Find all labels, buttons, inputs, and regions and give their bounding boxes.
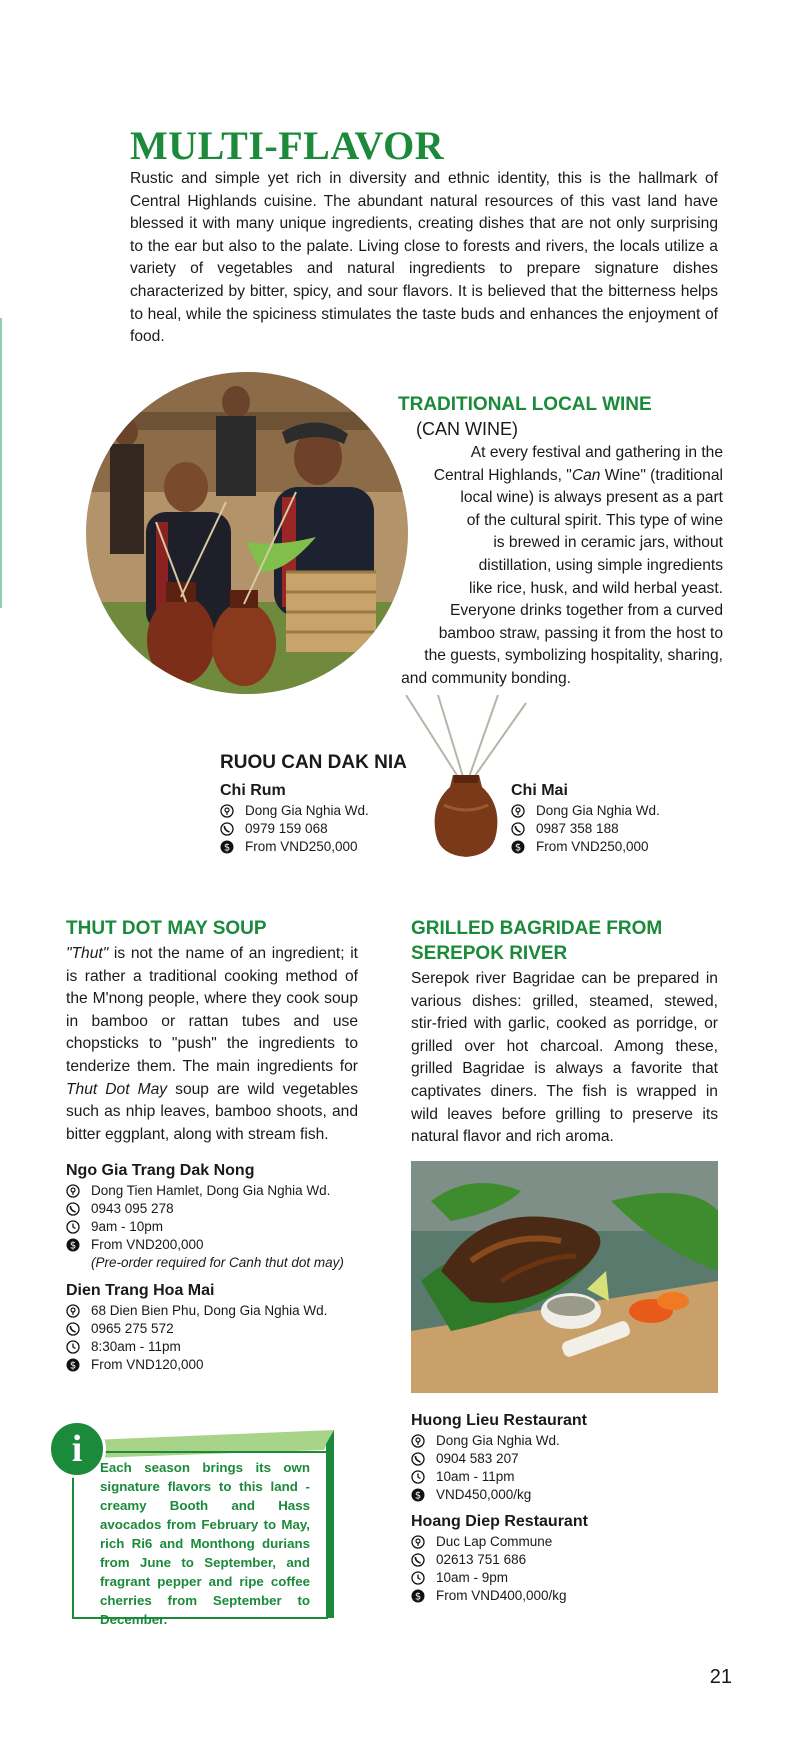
shop-address-row [511,802,660,820]
shop-price: From VND250,000 [536,839,649,854]
restaurant-price-row [66,1356,327,1374]
svg-text:$: $ [69,1240,77,1252]
fish-title-line-1: GRILLED BAGRIDAE FROM [411,918,663,939]
grilled-fish-photo [411,1161,718,1393]
wine-line-9: bamboo straw, passing it from the host to [438,624,723,642]
wine-line-6: distillation, using simple ingredients [478,556,723,574]
svg-text:$: $ [414,1490,422,1502]
soup-title: THUT DOT MAY SOUP [66,918,267,939]
price-icon [411,1488,425,1502]
restaurant-hours: 8:30am - 11pm [91,1339,181,1354]
phone-icon [66,1202,80,1216]
restaurant-price: VND450,000/kg [436,1487,532,1502]
svg-text:$: $ [414,1591,422,1603]
fish-restaurant-2 [411,1511,588,1605]
wine-shop-group-title: RUOU CAN DAK NIA [220,752,407,773]
shop-phone-row [511,820,660,838]
shop-name: Chi Mai [511,782,568,799]
soup-restaurant-2 [66,1280,327,1374]
fish-title-line-2: SEREPOK RIVER [411,943,568,964]
seasonal-tip-box [71,1428,334,1627]
restaurant-price-row [411,1486,587,1504]
restaurant-price: From VND120,000 [91,1357,204,1372]
wine-line-4: of the cultural spirit. This type of wine [466,511,723,529]
restaurant-phone: 0965 275 572 [91,1321,174,1336]
wine-line-2: Central Highlands, "Can Wine" (traditional [433,466,723,484]
shop-name: Chi Rum [220,782,286,799]
wine-shop-chi-mai [511,780,660,856]
wine-line-8: Everyone drinks together from a curved [449,602,723,620]
restaurant-name: Huong Lieu Restaurant [411,1412,588,1429]
restaurant-address-row [66,1182,344,1200]
location-pin-icon [66,1184,80,1198]
location-pin-icon [220,804,234,818]
restaurant-name: Ngo Gia Trang Dak Nong [66,1162,255,1179]
phone-icon [411,1452,425,1466]
shop-phone: 0979 159 068 [245,821,328,836]
restaurant-phone: 0943 095 278 [91,1201,174,1216]
shop-phone-row [220,820,369,838]
wine-description [388,442,723,691]
wine-line-7: like rice, husk, and wild herbal yeast. [469,579,723,597]
soup-section [66,916,358,1146]
price-icon [511,840,525,854]
restaurant-hours: 9am - 10pm [91,1219,164,1234]
shop-price-row [511,838,660,856]
wine-title: TRADITIONAL LOCAL WINE [398,394,652,415]
restaurant-price-row [66,1236,344,1254]
clock-icon [411,1571,425,1585]
restaurant-phone: 02613 751 686 [436,1552,527,1567]
wine-drinking-photo [86,372,408,694]
wine-line-11: and community bonding. [401,669,571,687]
restaurant-address-row [411,1533,588,1551]
wine-subtitle: (CAN WINE) [416,419,518,439]
restaurant-hours-row [411,1468,587,1486]
wine-line-5: is brewed in ceramic jars, without [493,534,723,552]
restaurant-address: Dong Tien Hamlet, Dong Gia Nghia Wd. [91,1183,331,1198]
fish-restaurant-1 [411,1410,587,1504]
wine-jar-image [398,695,528,860]
location-pin-icon [411,1434,425,1448]
wine-line-10: the guests, symbolizing hospitality, sharing, [424,647,723,665]
restaurant-phone-row [66,1320,327,1338]
tip-text: Each season brings its own signature flavors to this land - creamy Booth and Hass avocados from February to May, rich Ri6 and Monthong durians from June to September, and fragrant pepper and ripe coffee cherries from September to December. [100,1460,310,1627]
wine-section [398,392,723,441]
shop-price-row [220,838,369,856]
price-icon [411,1589,425,1603]
location-pin-icon [66,1304,80,1318]
intro-paragraph: Rustic and simple yet rich in diversity and ethnic identity, this is the hallmark of Central Highlands cuisine. The abundant natural resources of this vast land have blessed it with many unique ingredients, creating dishes that are not only surprising to the ear but also to the palate. Living close to forests and rivers, the locals utilize a variety of vegetables and natural ingredients to prepare signature dishes characterized by bitter, spicy, and sour flavors. It is believed that the bitterness helps to heal, while the spiciness stimulates the taste buds and enhances the enjoyment of food. [130,170,718,346]
info-icon [48,1420,106,1478]
page-title: MULTI-FLAVOR [130,123,445,168]
svg-text:$: $ [223,842,231,854]
location-pin-icon [411,1535,425,1549]
clock-icon [66,1220,80,1234]
edge-accent-line [0,318,2,608]
restaurant-address: 68 Dien Bien Phu, Dong Gia Nghia Wd. [91,1303,328,1318]
wine-line-3: local wine) is always present as a part [460,489,723,507]
shop-price: From VND250,000 [245,839,358,854]
restaurant-hours: 10am - 9pm [436,1570,509,1585]
svg-text:$: $ [514,842,522,854]
restaurant-price-row [411,1587,588,1605]
restaurant-name: Dien Trang Hoa Mai [66,1282,215,1299]
soup-description: "Thut" is not the name of an ingredient; it is rather a traditional cooking method of the M'nong people, where they cook soup in bamboo or rattan tubes and use chopsticks to "push" the ingredients to tenderize them. The main ingredients for Thut Dot May soup are wild vegetables such as nhip leaves, bamboo shoots, and bitter eggplant, along with stream fish. [66,945,358,1143]
restaurant-address-row [411,1432,587,1450]
restaurant-address: Duc Lap Commune [436,1534,553,1549]
restaurant-phone: 0904 583 207 [436,1451,519,1466]
phone-icon [411,1553,425,1567]
info-icon-letter: i [71,1428,83,1470]
price-icon [66,1238,80,1252]
shop-phone: 0987 358 188 [536,821,619,836]
restaurant-hours-row [66,1218,344,1236]
restaurant-price: From VND400,000/kg [436,1588,567,1603]
restaurant-note: (Pre-order required for Canh thut dot may) [91,1255,344,1270]
wine-line-2-italic: Can [571,466,601,484]
clock-icon [66,1340,80,1354]
restaurant-phone-row [66,1200,344,1218]
price-icon [66,1358,80,1372]
restaurant-price: From VND200,000 [91,1237,204,1252]
location-pin-icon [511,804,525,818]
wine-line-1: At every festival and gathering in the [470,444,723,461]
soup-restaurant-1 [66,1160,344,1272]
phone-icon [511,822,525,836]
restaurant-address: Dong Gia Nghia Wd. [436,1433,560,1448]
phone-icon [220,822,234,836]
phone-icon [66,1322,80,1336]
price-icon [220,840,234,854]
restaurant-name: Hoang Diep Restaurant [411,1513,588,1530]
soup-text-italic-start: "Thut" [66,945,109,962]
soup-text-italic-mid: Thut Dot May [66,1080,168,1098]
restaurant-hours-row [66,1338,327,1356]
restaurant-phone-row [411,1551,588,1569]
restaurant-hours: 10am - 11pm [436,1469,515,1484]
fish-section [411,916,718,1149]
fish-description: Serepok river Bagridae can be prepared in various dishes: grilled, steamed, stewed, stir-fried with garlic, cooked as porridge, or grilled over hot charcoal. Among these, grilled Bagridae is always a favorite that captivates diners. The fish is wrapped in wild leaves before grilling to preserve its natural flavor and rich aroma. [411,970,718,1146]
restaurant-phone-row [411,1450,587,1468]
page-number: 21 [709,1666,732,1688]
restaurant-address-row [66,1302,327,1320]
clock-icon [411,1470,425,1484]
shop-address-row [220,802,369,820]
svg-text:$: $ [69,1360,77,1372]
shop-address: Dong Gia Nghia Wd. [245,803,369,818]
restaurant-hours-row [411,1569,588,1587]
wine-shop-chi-rum [220,780,369,856]
shop-address: Dong Gia Nghia Wd. [536,803,660,818]
